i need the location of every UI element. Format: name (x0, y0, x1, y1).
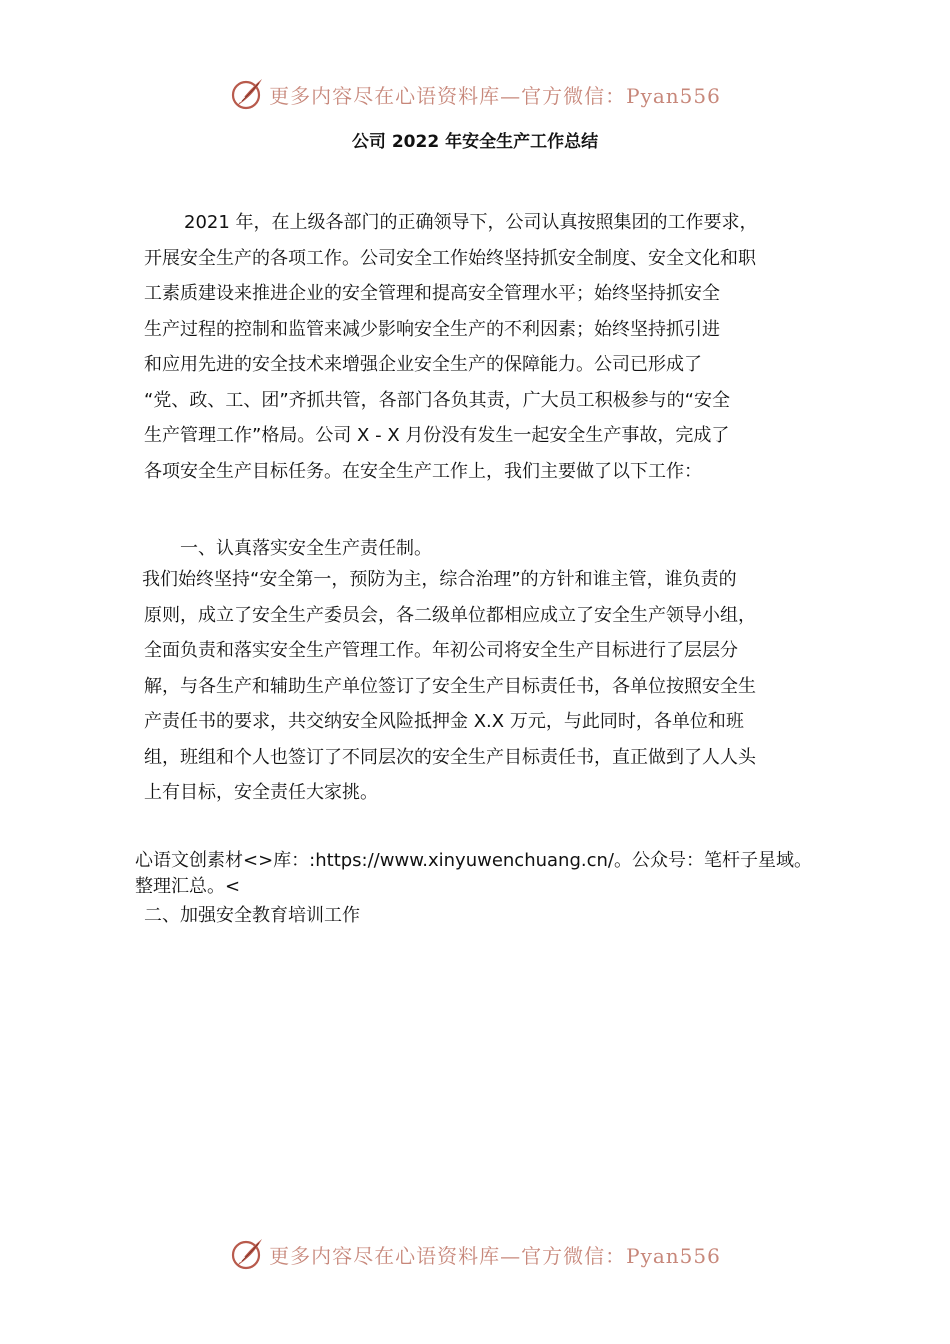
quill-pen-logo-icon (229, 76, 265, 112)
paragraph-line: 上有目标，安全责任大家挑。 (144, 782, 378, 803)
paragraph-line: 开展安全生产的各项工作。公司安全工作始终坚持抓安全制度、安全文化和职 (144, 247, 756, 269)
section-heading: 一、认真落实安全生产责任制。 (180, 538, 432, 559)
paragraph-line: 工素质建设来推进企业的安全管理和提高安全管理水平；始终坚持抓安全 (144, 283, 720, 304)
document-title: 公司 2022 年安全生产工作总结 (351, 132, 599, 152)
paragraph-line: 2021 年，在上级各部门的正确领导下，公司认真按照集团的工作要求， (184, 212, 758, 233)
paragraph-line: 生产管理工作”格局。公司 X - X 月份没有发生一起安全生产事故，完成了 (144, 425, 730, 446)
paragraph-line: 解，与各生产和辅助生产单位签订了安全生产目标责任书，各单位按照安全生 (144, 675, 756, 697)
paragraph-line: 我们始终坚持“安全第一，预防为主，综合治理”的方针和谁主管，谁负责的 (142, 569, 737, 590)
intro-paragraph (144, 205, 824, 489)
paragraph-line: “党、政、工、团”齐抓共管，各部门各负其责，广大员工积极参与的“安全 (144, 389, 730, 411)
section-heading: 二、加强安全教育培训工作 (144, 905, 360, 926)
paragraph-line: 和应用先进的安全技术来增强企业安全生产的保障能力。公司已形成了 (144, 354, 702, 375)
source-note (135, 848, 855, 900)
quill-pen-logo-icon (229, 1236, 265, 1272)
banner-text: 更多内容尽在心语资料库—官方微信：Pyan556 (269, 1243, 721, 1268)
paragraph-line: 产责任书的要求，共交纳安全风险抵押金 X.X 万元，与此同时，各单位和班 (144, 711, 744, 732)
banner-text: 更多内容尽在心语资料库—官方微信：Pyan556 (269, 83, 721, 108)
source-note-line: 心语文创素材<>库：:https://www.xinyuwenchuang.cn/。公众号：笔杆子星域。 (135, 850, 812, 871)
paragraph-line: 各项安全生产目标任务。在安全生产工作上，我们主要做了以下工作： (144, 460, 702, 482)
section-paragraph (144, 562, 824, 811)
source-note-line: 整理汇总。< (135, 876, 241, 897)
paragraph-line: 生产过程的控制和监管来减少影响安全生产的不利因素；始终坚持抓引进 (144, 318, 720, 340)
header-banner (0, 72, 950, 116)
paragraph-line: 组，班组和个人也签订了不同层次的安全生产目标责任书，直正做到了人人头 (144, 746, 756, 768)
paragraph-line: 原则，成立了安全生产委员会，各二级单位都相应成立了安全生产领导小组， (144, 604, 756, 626)
paragraph-line: 全面负责和落实安全生产管理工作。年初公司将安全生产目标进行了层层分 (144, 640, 738, 661)
footer-banner (0, 1232, 950, 1276)
